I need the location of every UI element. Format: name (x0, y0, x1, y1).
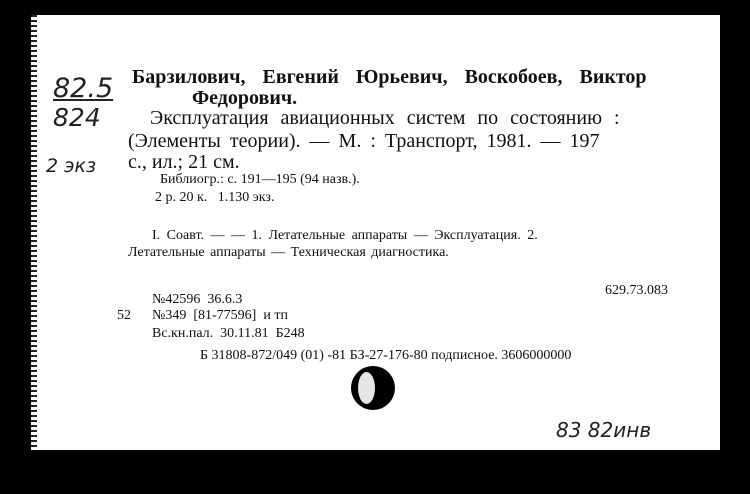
call-number-top: 82.5 (53, 73, 114, 104)
punch-hole (351, 366, 395, 410)
author-line-2: Федорович. (192, 87, 298, 109)
classification: 629.73.083 (605, 283, 668, 298)
title-line-1: Эксплуатация авиационных систем по состоянию : (150, 107, 620, 129)
footer-date: Вс.кн.пал. 30.11.81 Б248 (152, 326, 305, 341)
price: 2 р. 20 к. 1.130 экз. (155, 190, 275, 205)
title-line-2: (Элементы теории). — М. : Транспорт, 1981. — 197 (128, 130, 600, 152)
call-number-bottom: 824 (53, 103, 101, 132)
subjects-line-1: I. Соавт. — — 1. Летательные аппараты — Эксплуатация. 2. (152, 228, 538, 243)
title-line-3: с., ил.; 21 см. (128, 151, 240, 173)
bibliography: Библиогр.: с. 191—195 (94 назв.). (160, 172, 360, 187)
footer-number: №42596 36.6.3 (152, 292, 243, 307)
footer-registry: Б 31808-872/049 (01) -81 БЗ-27-176-80 подписное. 3606000000 (200, 348, 572, 363)
footer-order: №349 [81-77596] и тп (152, 308, 288, 323)
inventory-note: 83 82инв (556, 418, 652, 442)
catalog-card (31, 15, 720, 450)
subjects-line-2: Летательные аппараты — Техническая диагностика. (128, 245, 449, 260)
copies-note: 2 экз (46, 155, 97, 177)
footer-code-prefix: 52 (117, 308, 131, 323)
author-line-1: Барзилович, Евгений Юрьевич, Воскобоев, Виктор (132, 66, 647, 88)
card-edge (31, 15, 37, 450)
